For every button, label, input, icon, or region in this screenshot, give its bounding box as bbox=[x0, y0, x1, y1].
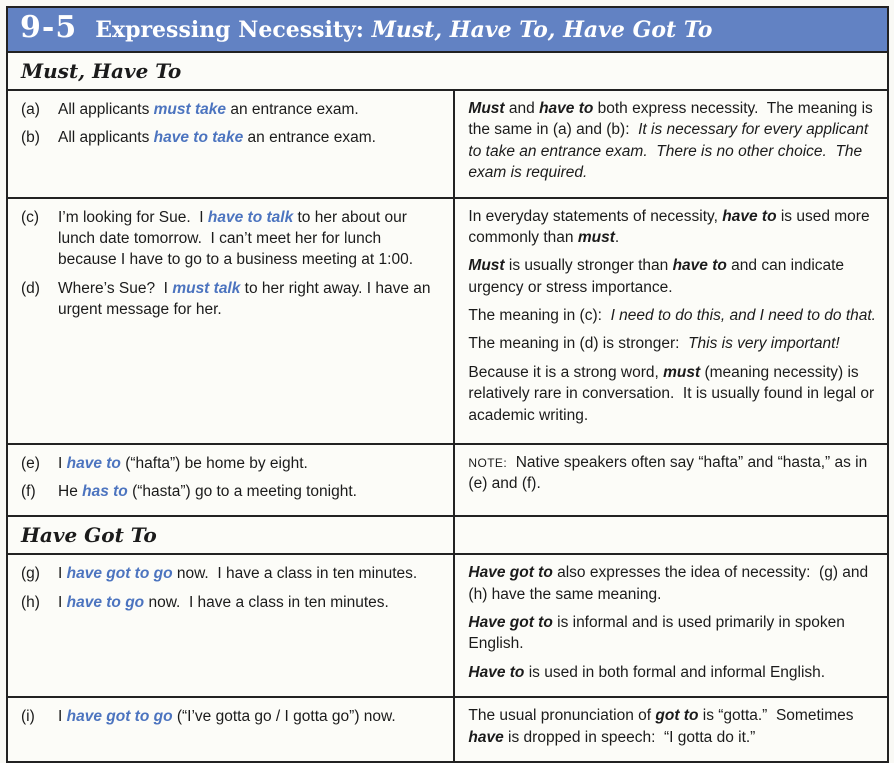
text-segment: also expresses the idea of necessity: (g) and (h) have the same meaning. bbox=[468, 564, 873, 603]
text-segment: NOTE: bbox=[468, 455, 508, 470]
text-segment: and bbox=[504, 100, 540, 117]
text-segment: got to bbox=[655, 707, 699, 725]
text-segment: Where’s Sue? I bbox=[58, 279, 173, 297]
text-segment: (meaning necessity) is relatively rare in conversation. It is usually found in legal or academic writing. bbox=[468, 363, 879, 424]
text-segment: Have got to bbox=[468, 564, 553, 582]
example-label: (g) bbox=[21, 565, 40, 583]
content-row bbox=[8, 696, 887, 761]
text-segment: All applicants bbox=[58, 129, 154, 147]
example-label: (i) bbox=[21, 708, 35, 726]
chart-number: 9-5 bbox=[20, 10, 78, 45]
text-segment: Because it is a strong word, bbox=[468, 363, 664, 381]
example-item bbox=[21, 481, 443, 502]
verb-phrase: have to take bbox=[153, 129, 244, 147]
text-segment: must bbox=[577, 228, 615, 246]
text-segment: It is necessary for every applicant to take an entrance exam. There is no other choice. The exam is required. bbox=[468, 121, 873, 182]
example-item bbox=[21, 592, 443, 613]
text-segment: is used in both formal and informal English. bbox=[524, 663, 826, 681]
chart-title-italic: Must, Have To, Have Got To bbox=[371, 17, 713, 43]
example-label: (f) bbox=[21, 482, 36, 500]
text-segment: I bbox=[58, 593, 67, 611]
verb-phrase: have to go bbox=[66, 593, 145, 611]
explanation-paragraph bbox=[468, 662, 877, 683]
explanation-cell bbox=[455, 91, 887, 197]
text-segment: to her about our lunch date tomorrow. I can’t meet her for lunch because I have to go to a business meeting at 1:00. bbox=[58, 208, 414, 269]
chart-title-plain: Expressing Necessity: bbox=[95, 17, 372, 43]
text-segment: Must bbox=[468, 257, 505, 275]
example-item bbox=[21, 99, 443, 120]
section-row bbox=[8, 515, 887, 553]
verb-phrase: have to bbox=[66, 454, 121, 472]
text-segment: I need to do this, and I need to do that. bbox=[610, 307, 876, 324]
text-segment: now. I have a class in ten minutes. bbox=[172, 565, 418, 583]
section-title-cell bbox=[8, 53, 455, 89]
text-segment: is used more commonly than bbox=[468, 207, 874, 246]
text-segment: In everyday statements of necessity, bbox=[468, 207, 723, 225]
examples-cell bbox=[8, 199, 455, 443]
text-segment: (“hasta”) go to a meeting tonight. bbox=[127, 482, 357, 500]
section-title: Have Got To bbox=[21, 523, 157, 548]
examples-cell bbox=[8, 91, 455, 197]
text-segment: I bbox=[58, 454, 67, 472]
verb-phrase: must take bbox=[153, 101, 227, 118]
section-title-cell bbox=[8, 517, 455, 553]
text-segment: have to bbox=[672, 257, 727, 275]
examples-cell bbox=[8, 445, 455, 516]
chart-body bbox=[8, 53, 887, 761]
example-label: (e) bbox=[21, 454, 40, 472]
explanation-cell bbox=[455, 445, 887, 516]
example-item bbox=[21, 563, 443, 584]
content-row bbox=[8, 553, 887, 696]
verb-phrase: has to bbox=[82, 482, 128, 500]
chart-header-bar bbox=[8, 8, 887, 53]
section-empty-cell bbox=[455, 517, 887, 553]
example-item bbox=[21, 127, 443, 148]
example-label: (h) bbox=[21, 593, 40, 611]
text-segment: The meaning in (d) is stronger: bbox=[468, 335, 689, 353]
explanation-paragraph bbox=[468, 612, 877, 655]
text-segment: Native speakers often say “hafta” and “hasta,” as in (e) and (f). bbox=[468, 453, 872, 492]
text-segment: Must bbox=[468, 100, 505, 117]
text-segment: have bbox=[468, 728, 504, 746]
text-segment: All applicants bbox=[58, 101, 154, 118]
explanation-paragraph bbox=[468, 452, 877, 495]
text-segment: Have got to bbox=[468, 614, 553, 631]
text-segment: is informal and is used primarily in spoken English. bbox=[468, 614, 850, 653]
explanation-paragraph bbox=[468, 305, 877, 326]
text-segment: (“hafta”) be home by eight. bbox=[120, 454, 308, 472]
explanation-paragraph bbox=[468, 562, 877, 605]
text-segment: I bbox=[58, 708, 67, 726]
explanation-paragraph bbox=[468, 98, 877, 184]
content-row bbox=[8, 89, 887, 197]
text-segment: have to bbox=[722, 207, 777, 225]
example-item bbox=[21, 453, 443, 474]
example-text bbox=[58, 481, 443, 502]
text-segment: This is very important! bbox=[688, 335, 840, 353]
text-segment: Have to bbox=[468, 663, 525, 681]
examples-cell bbox=[8, 698, 455, 761]
verb-phrase: have got to go bbox=[66, 708, 173, 726]
explanation-paragraph bbox=[468, 206, 877, 249]
section-row bbox=[8, 53, 887, 89]
text-segment: is usually stronger than bbox=[504, 257, 673, 275]
text-segment: must bbox=[663, 363, 701, 381]
text-segment: now. I have a class in ten minutes. bbox=[144, 593, 389, 611]
explanation-cell bbox=[455, 698, 887, 761]
grammar-chart bbox=[6, 6, 889, 763]
chart-title bbox=[95, 18, 712, 42]
example-label: (b) bbox=[21, 129, 40, 147]
text-segment: I’m looking for Sue. I bbox=[58, 208, 208, 226]
content-row bbox=[8, 443, 887, 516]
example-text bbox=[58, 278, 443, 321]
explanation-paragraph bbox=[468, 362, 877, 426]
explanation-paragraph bbox=[468, 333, 877, 354]
example-item bbox=[21, 706, 443, 727]
content-row bbox=[8, 197, 887, 443]
section-title: Must, Have To bbox=[21, 59, 182, 83]
example-item bbox=[21, 207, 443, 271]
text-segment: (“I’ve gotta go / I gotta go”) now. bbox=[172, 708, 396, 726]
text-segment: both express necessity. The meaning is the same in (a) and (b): bbox=[468, 100, 878, 139]
verb-phrase: have got to go bbox=[66, 565, 173, 583]
text-segment: The meaning in (c): bbox=[468, 307, 611, 324]
text-segment: and can indicate urgency or stress importance. bbox=[468, 257, 849, 296]
example-item bbox=[21, 278, 443, 321]
text-segment: an entrance exam. bbox=[226, 101, 359, 118]
text-segment: to her right away. I have an urgent message for her. bbox=[58, 279, 435, 318]
example-text bbox=[58, 207, 443, 271]
example-text bbox=[58, 127, 443, 148]
text-segment: He bbox=[58, 482, 83, 500]
example-label: (c) bbox=[21, 208, 40, 226]
explanation-paragraph bbox=[468, 255, 877, 298]
example-text bbox=[58, 563, 443, 584]
text-segment: I bbox=[58, 565, 67, 583]
example-text bbox=[58, 99, 443, 120]
text-segment: is dropped in speech: “I gotta do it.” bbox=[503, 728, 756, 746]
text-segment: have to bbox=[539, 100, 594, 117]
explanation-cell bbox=[455, 555, 887, 696]
text-segment: . bbox=[614, 228, 620, 246]
explanation-paragraph bbox=[468, 705, 877, 748]
example-text bbox=[58, 453, 443, 474]
text-segment: The usual pronunciation of bbox=[468, 707, 656, 725]
verb-phrase: have to talk bbox=[207, 208, 294, 226]
example-text bbox=[58, 706, 443, 727]
example-text bbox=[58, 592, 443, 613]
explanation-cell bbox=[455, 199, 887, 443]
examples-cell bbox=[8, 555, 455, 696]
text-segment: an entrance exam. bbox=[243, 129, 376, 147]
text-segment: is “gotta.” Sometimes bbox=[698, 707, 858, 725]
example-label: (a) bbox=[21, 101, 40, 118]
example-label: (d) bbox=[21, 279, 40, 297]
verb-phrase: must talk bbox=[172, 279, 241, 297]
